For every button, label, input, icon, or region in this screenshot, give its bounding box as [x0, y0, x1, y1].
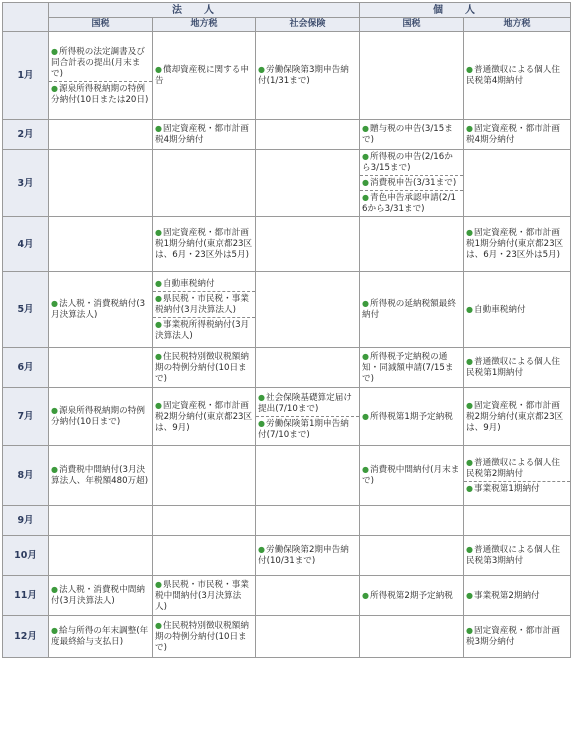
bullet-icon: ●: [51, 83, 58, 93]
bullet-icon: ●: [466, 483, 474, 493]
entry-text: 労働保険第3期申告納付(1/31まで): [258, 65, 349, 86]
entry-text: 消費税中間納付(月末まで): [362, 465, 460, 486]
bullet-icon: ●: [466, 590, 474, 600]
schedule-entry: [464, 63, 570, 88]
month-label: 7月: [3, 388, 49, 446]
entry-text: 県民税・市民税・事業税中間納付(3月決算法人): [155, 579, 249, 612]
month-label: 1月: [3, 32, 49, 120]
bullet-icon: ●: [155, 351, 162, 361]
schedule-cell-corporate-national: [49, 576, 153, 616]
schedule-entry: [464, 122, 570, 147]
schedule-cell-corporate-social-insurance: [256, 616, 360, 658]
bullet-icon: ●: [466, 457, 474, 467]
bullet-icon: ●: [155, 620, 162, 630]
bullet-icon: ●: [466, 228, 474, 237]
entry-text: 消費税中間納付(3月決算法人、年税額480万超): [51, 465, 149, 486]
table-row: [3, 348, 571, 388]
bullet-icon: ●: [51, 465, 58, 474]
schedule-entry: [360, 350, 463, 386]
schedule-entry: [256, 391, 359, 416]
schedule-entry: [49, 624, 152, 649]
entry-text: 法人税・消費税納付(3月決算法人): [51, 299, 146, 320]
entry-text: 固定資産税・都市計画税1期分納付(東京都23区は、6月・23区外は5月): [155, 228, 253, 260]
schedule-cell-individual-local: [464, 32, 571, 120]
schedule-entry: [464, 226, 570, 262]
schedule-cell-corporate-social-insurance: [256, 217, 360, 272]
entry-text: 源泉所得税納期の特例分納付(10日または20日): [51, 83, 149, 105]
bullet-icon: ●: [51, 585, 58, 594]
schedule-cell-individual-national: [360, 272, 464, 348]
bullet-icon: ●: [155, 278, 162, 288]
schedule-cell-corporate-local: [153, 536, 256, 576]
entry-text: 事業税第1期納付: [474, 483, 540, 494]
entry-text: 労働保険第2期申告納付(10/31まで): [258, 545, 349, 566]
entry-text: 法人税・消費税中間納付(3月決算法人): [51, 585, 145, 606]
schedule-cell-corporate-national: [49, 272, 153, 348]
month-label: 11月: [3, 576, 49, 616]
schedule-entry: [153, 350, 255, 386]
table-row: [3, 120, 571, 150]
schedule-cell-individual-national: [360, 120, 464, 150]
schedule-entry: [153, 291, 255, 317]
schedule-entry: [360, 297, 463, 322]
bullet-icon: ●: [258, 419, 265, 428]
bullet-icon: ●: [466, 545, 474, 554]
schedule-cell-corporate-national: [49, 506, 153, 536]
schedule-entry: [49, 404, 152, 429]
month-label: 8月: [3, 446, 49, 506]
table-row: [3, 32, 571, 120]
schedule-cell-individual-local: [464, 120, 571, 150]
tax-schedule-table: [2, 2, 571, 658]
schedule-entry: [360, 410, 463, 424]
entry-text: 労働保険第1期申告納付(7/10まで): [258, 419, 349, 440]
entry-text: 固定資産税・都市計画税4期分納付: [155, 124, 249, 145]
schedule-cell-corporate-social-insurance: [256, 388, 360, 446]
schedule-cell-individual-local: [464, 272, 571, 348]
bullet-icon: ●: [258, 545, 265, 554]
schedule-cell-corporate-social-insurance: [256, 348, 360, 388]
bullet-icon: ●: [155, 65, 162, 74]
schedule-cell-corporate-social-insurance: [256, 120, 360, 150]
schedule-body: [3, 32, 571, 658]
schedule-entry: [464, 481, 570, 496]
schedule-cell-corporate-local: [153, 576, 256, 616]
schedule-entry: [360, 589, 463, 603]
schedule-cell-individual-local: [464, 446, 571, 506]
bullet-icon: ●: [362, 178, 370, 187]
bullet-icon: ●: [155, 228, 162, 237]
schedule-entry: [360, 190, 463, 216]
entry-text: 事業税所得税納付(3月決算法人): [155, 319, 250, 341]
column-header-individual-national: 国税: [360, 18, 464, 32]
column-header-corporate-local: 地方税: [153, 18, 256, 32]
entry-text: 固定資産税・都市計画税3期分納付: [466, 626, 560, 647]
entry-text: 源泉所得税納期の特例分納付(10日まで): [51, 406, 145, 427]
bullet-icon: ●: [362, 152, 370, 161]
bullet-icon: ●: [466, 65, 474, 74]
schedule-cell-corporate-national: [49, 150, 153, 217]
schedule-entry: [464, 543, 570, 568]
month-label: 3月: [3, 150, 49, 217]
bullet-icon: ●: [258, 65, 265, 74]
entry-text: 消費税申告(3/31まで): [370, 178, 457, 188]
schedule-entry: [360, 175, 463, 190]
month-label: 10月: [3, 536, 49, 576]
entry-text: 固定資産税・都市計画税4期分納付: [466, 124, 560, 145]
header-corner: [3, 3, 49, 32]
schedule-entry: [464, 303, 570, 317]
entry-text: 普通徴収による個人住民税第1期納付: [466, 357, 560, 378]
schedule-cell-individual-national: [360, 348, 464, 388]
schedule-cell-individual-national: [360, 217, 464, 272]
schedule-cell-individual-national: [360, 576, 464, 616]
schedule-cell-corporate-social-insurance: [256, 506, 360, 536]
bullet-icon: ●: [51, 299, 58, 308]
table-row: [3, 506, 571, 536]
bullet-icon: ●: [466, 304, 474, 314]
table-row: [3, 272, 571, 348]
schedule-cell-corporate-national: [49, 616, 153, 658]
schedule-cell-corporate-national: [49, 388, 153, 446]
entry-text: 所得税第1期予定納税: [370, 411, 453, 422]
bullet-icon: ●: [362, 124, 370, 133]
schedule-entry: [256, 63, 359, 88]
entry-text: 贈与税の申告(3/15まで): [362, 124, 453, 145]
schedule-cell-individual-local: [464, 506, 571, 536]
schedule-cell-corporate-national: [49, 217, 153, 272]
column-header-corporate-social-insurance: 社会保険: [256, 18, 360, 32]
schedule-entry: [464, 399, 570, 435]
bullet-icon: ●: [466, 626, 474, 635]
schedule-cell-individual-local: [464, 576, 571, 616]
entry-text: 所得税の法定調書及び同合計表の提出(月末まで): [51, 46, 145, 79]
schedule-cell-individual-local: [464, 217, 571, 272]
schedule-cell-corporate-social-insurance: [256, 32, 360, 120]
schedule-entry: [153, 226, 255, 262]
group-header-corporate: 法人: [49, 3, 360, 18]
schedule-entry: [360, 150, 463, 175]
bullet-icon: ●: [362, 465, 370, 474]
entry-text: 所得税の申告(2/16から3/15まで): [362, 152, 453, 173]
schedule-cell-corporate-social-insurance: [256, 536, 360, 576]
schedule-cell-corporate-social-insurance: [256, 576, 360, 616]
schedule-cell-individual-local: [464, 150, 571, 217]
schedule-entry: [49, 81, 152, 107]
bullet-icon: ●: [466, 400, 474, 410]
schedule-cell-corporate-national: [49, 120, 153, 150]
schedule-cell-corporate-local: [153, 446, 256, 506]
schedule-cell-individual-national: [360, 536, 464, 576]
schedule-cell-corporate-social-insurance: [256, 150, 360, 217]
entry-text: 普通徴収による個人住民税第4期納付: [466, 65, 560, 86]
bullet-icon: ●: [362, 193, 370, 202]
entry-text: 自動車税納付: [474, 304, 526, 315]
schedule-cell-individual-national: [360, 388, 464, 446]
table-row: [3, 388, 571, 446]
month-label: 5月: [3, 272, 49, 348]
entry-text: 固定資産税・都市計画税2期分納付(東京都23区は、9月): [155, 400, 253, 433]
table-row: [3, 217, 571, 272]
schedule-cell-individual-national: [360, 616, 464, 658]
entry-text: 普通徴収による個人住民税第3期納付: [466, 545, 560, 566]
entry-text: 所得税第2期予定納税: [370, 590, 453, 601]
bullet-icon: ●: [362, 411, 370, 421]
schedule-cell-individual-national: [360, 32, 464, 120]
bullet-icon: ●: [51, 406, 58, 415]
entry-text: 普通徴収による個人住民税第2期納付: [466, 457, 560, 479]
schedule-cell-individual-national: [360, 446, 464, 506]
schedule-entry: [49, 463, 152, 488]
schedule-cell-corporate-national: [49, 348, 153, 388]
entry-text: 所得税予定納税の通知・同減額申請(7/15まで): [362, 351, 454, 384]
schedule-entry: [464, 589, 570, 603]
entry-text: 固定資産税・都市計画税1期分納付(東京都23区は、6月・23区外は5月): [466, 228, 564, 260]
schedule-entry: [256, 416, 359, 442]
schedule-entry: [49, 583, 152, 608]
column-header-corporate-national: 国税: [49, 18, 153, 32]
entry-text: 事業税第2期納付: [474, 590, 540, 601]
schedule-entry: [360, 463, 463, 488]
bullet-icon: ●: [155, 400, 162, 410]
schedule-entry: [360, 122, 463, 147]
entry-text: 住民税特別徴収税額納期の特例分納付(10日まで): [155, 620, 249, 653]
month-label: 2月: [3, 120, 49, 150]
bullet-icon: ●: [51, 626, 58, 635]
schedule-cell-corporate-local: [153, 32, 256, 120]
table-row: [3, 616, 571, 658]
schedule-entry: [153, 122, 255, 147]
schedule-entry: [464, 456, 570, 481]
entry-text: 社会保険基礎算定届け提出(7/10まで): [258, 393, 352, 414]
schedule-cell-individual-local: [464, 388, 571, 446]
schedule-cell-corporate-local: [153, 506, 256, 536]
schedule-entry: [464, 355, 570, 380]
month-label: 6月: [3, 348, 49, 388]
bullet-icon: ●: [258, 393, 265, 402]
table-row: [3, 536, 571, 576]
table-row: [3, 576, 571, 616]
entry-text: 償却資産税に関する申告: [155, 65, 249, 86]
group-header-individual: 個人: [360, 3, 571, 18]
schedule-entry: [153, 317, 255, 343]
table-row: [3, 446, 571, 506]
schedule-entry: [49, 297, 152, 322]
tax-calendar: [2, 2, 571, 658]
schedule-cell-corporate-local: [153, 616, 256, 658]
month-label: 9月: [3, 506, 49, 536]
month-label: 12月: [3, 616, 49, 658]
schedule-cell-corporate-social-insurance: [256, 446, 360, 506]
bullet-icon: ●: [466, 124, 474, 133]
column-header-individual-local: 地方税: [464, 18, 571, 32]
schedule-cell-individual-local: [464, 536, 571, 576]
schedule-cell-corporate-local: [153, 388, 256, 446]
schedule-cell-corporate-social-insurance: [256, 272, 360, 348]
entry-text: 青色申告承認申請(2/16から3/31まで): [362, 193, 456, 214]
bullet-icon: ●: [362, 590, 370, 600]
entry-text: 住民税特別徴収税額納期の特例分納付(10日まで): [155, 351, 249, 384]
schedule-cell-corporate-local: [153, 150, 256, 217]
schedule-cell-corporate-local: [153, 272, 256, 348]
bullet-icon: ●: [362, 351, 370, 361]
bullet-icon: ●: [155, 579, 162, 589]
schedule-entry: [153, 619, 255, 655]
schedule-cell-corporate-national: [49, 32, 153, 120]
schedule-cell-individual-local: [464, 348, 571, 388]
bullet-icon: ●: [155, 293, 162, 303]
schedule-cell-individual-national: [360, 150, 464, 217]
schedule-cell-individual-national: [360, 506, 464, 536]
entry-text: 給与所得の年末調整(年度最終給与支払日): [51, 626, 149, 647]
table-row: [3, 150, 571, 217]
schedule-entry: [49, 45, 152, 81]
bullet-icon: ●: [51, 46, 58, 56]
schedule-entry: [153, 63, 255, 88]
schedule-cell-corporate-national: [49, 446, 153, 506]
schedule-entry: [153, 578, 255, 614]
schedule-cell-corporate-local: [153, 120, 256, 150]
bullet-icon: ●: [362, 299, 370, 308]
entry-text: 自動車税納付: [162, 278, 215, 289]
schedule-cell-corporate-local: [153, 348, 256, 388]
entry-text: 固定資産税・都市計画税2期分納付(東京都23区は、9月): [466, 400, 564, 433]
bullet-icon: ●: [466, 357, 474, 366]
month-label: 4月: [3, 217, 49, 272]
bullet-icon: ●: [155, 319, 162, 329]
entry-text: 所得税の延納税額最終納付: [362, 299, 456, 320]
schedule-entry: [153, 399, 255, 435]
schedule-cell-corporate-local: [153, 217, 256, 272]
schedule-entry: [153, 277, 255, 291]
schedule-cell-corporate-national: [49, 536, 153, 576]
schedule-entry: [464, 624, 570, 649]
bullet-icon: ●: [155, 124, 162, 133]
schedule-cell-individual-local: [464, 616, 571, 658]
schedule-entry: [256, 543, 359, 568]
entry-text: 県民税・市民税・事業税納付(3月決算法人): [155, 293, 249, 315]
